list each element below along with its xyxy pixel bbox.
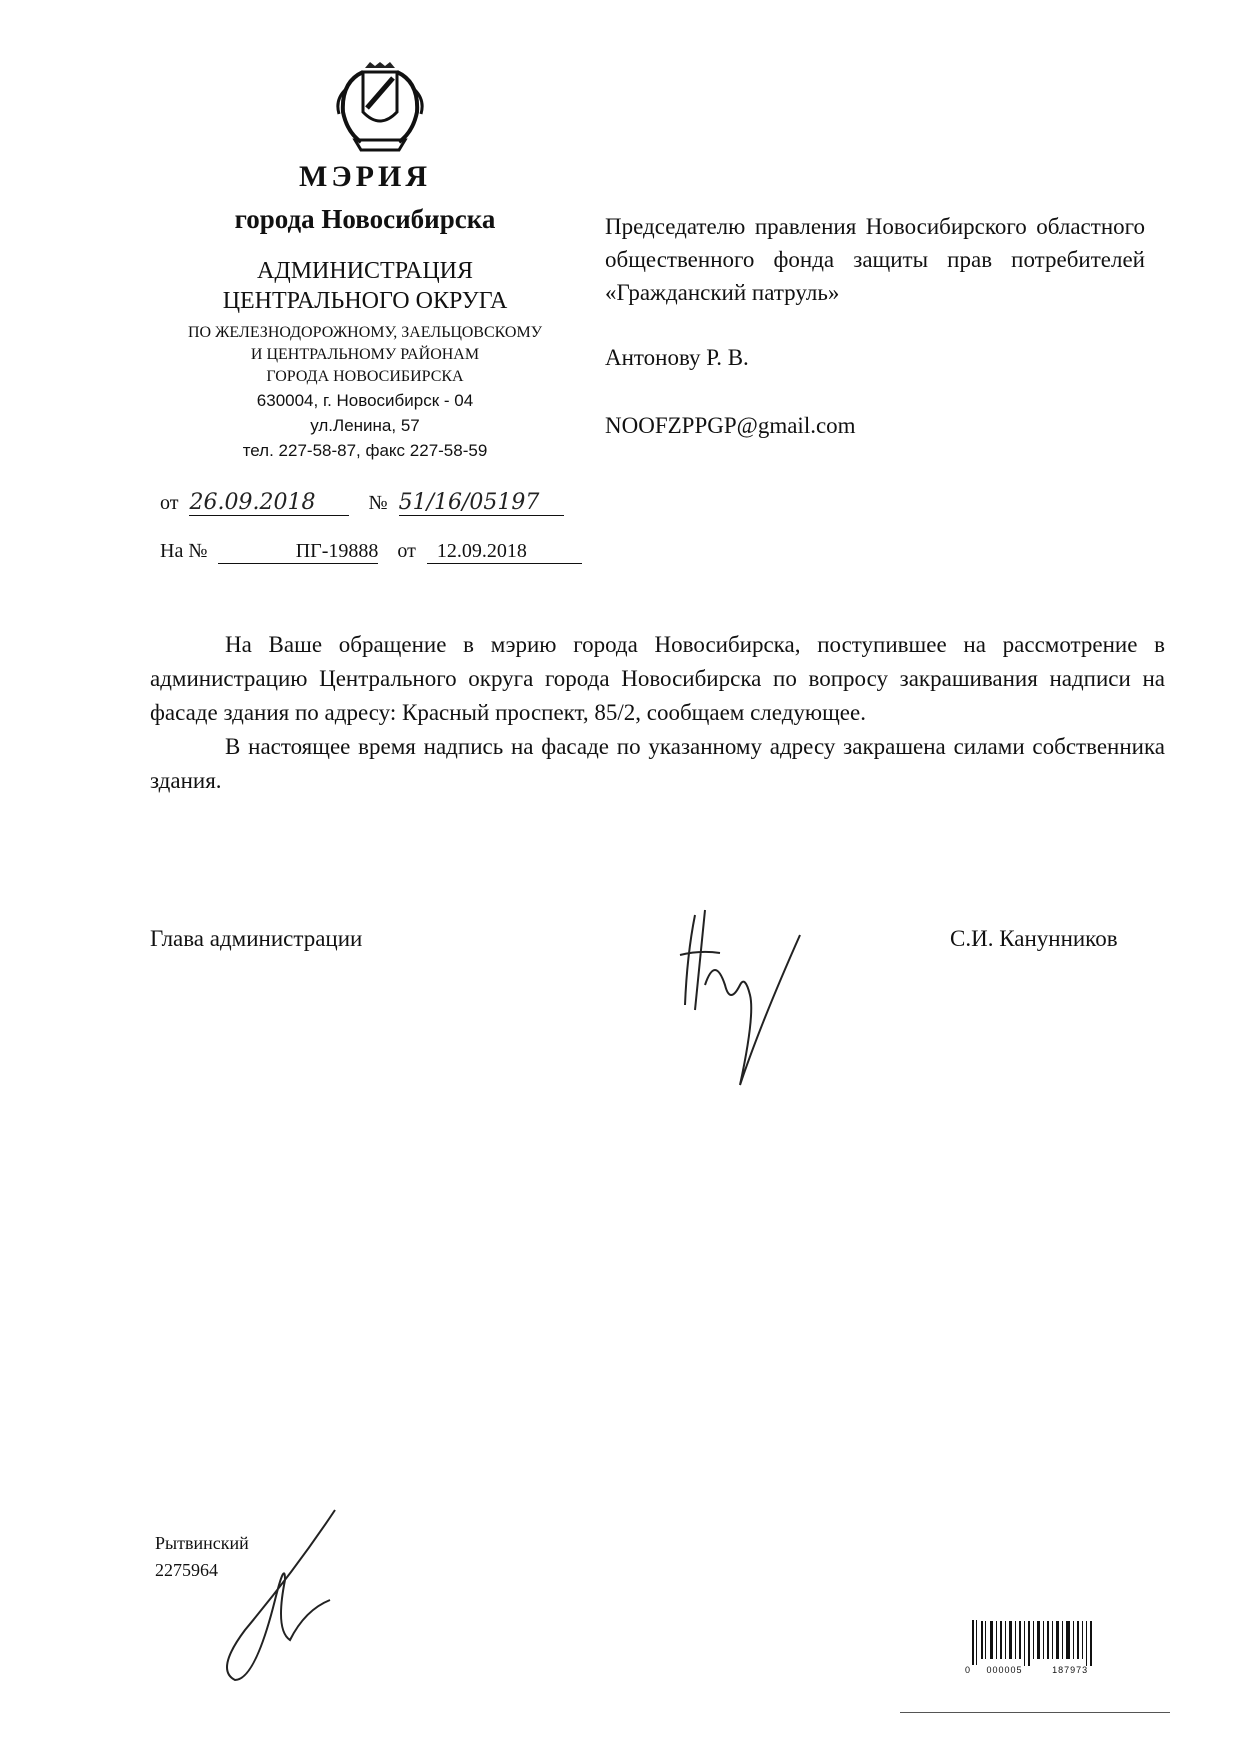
body-paragraph: В настоящее время надпись на фасаде по указанному адресу закрашена силами собственника здания. xyxy=(150,734,1165,793)
ref-number-label: На № xyxy=(160,540,208,562)
mayor-office-title: МЭРИЯ xyxy=(299,160,431,193)
number-label: № xyxy=(368,492,388,514)
address-line2: ул.Ленина, 57 xyxy=(310,416,420,435)
signatory-title: Глава администрации xyxy=(150,926,363,951)
districts-line3: ГОРОДА НОВОСИБИРСКА xyxy=(266,368,464,385)
barcode-number xyxy=(965,1665,1088,1675)
ref-number: ПГ-19888 xyxy=(218,540,378,564)
barcode-digits-right: 187973 xyxy=(1052,1665,1089,1675)
districts-line2: И ЦЕНТРАЛЬНОМУ РАЙОНАМ xyxy=(250,346,480,363)
incoming-reference xyxy=(160,540,582,564)
signatory-name: С.И. Канунников xyxy=(950,926,1118,951)
executor-phone: 2275964 xyxy=(155,1560,218,1580)
admin-title-line2: ЦЕНТРАЛЬНОГО ОКРУГА xyxy=(222,288,508,314)
divider xyxy=(900,1712,1170,1713)
admin-title-line1: АДМИНИСТРАЦИЯ xyxy=(257,258,473,284)
outgoing-date: 26.09.2018 xyxy=(189,490,349,516)
outgoing-reference xyxy=(160,490,564,516)
recipient-title: Председателю правления Новосибирского областного общественного фонда защиты прав потребителей «Гражданский патруль» xyxy=(605,214,1145,305)
date-label: от xyxy=(160,492,179,514)
outgoing-number: 51/16/05197 xyxy=(399,490,564,516)
recipient-name: Антонову Р. В. xyxy=(605,345,749,370)
address-line1: 630004, г. Новосибирск - 04 xyxy=(256,391,474,410)
ref-date: 12.09.2018 xyxy=(427,540,582,564)
recipient-email: NOOFZPPGP@gmail.com xyxy=(605,413,856,438)
city-title: города Новосибирска xyxy=(234,204,496,234)
body-paragraph: На Ваше обращение в мэрию города Новосибирска, поступившее на рассмотрение в администрацию Центрального округа города Новосибирска по вопросу закрашивания надписи на фасаде здания по адресу: Красный проспект, 85/2, сообщаем следующее. xyxy=(150,632,1165,725)
phone-fax: тел. 227-58-87, факс 227-58-59 xyxy=(242,441,488,460)
districts-line1: ПО ЖЕЛЕЗНОДОРОЖНОМУ, ЗАЕЛЬЦОВСКОМУ xyxy=(187,324,543,341)
executor-signature xyxy=(205,1505,355,1685)
executor-name: Рытвинский xyxy=(155,1533,249,1553)
letter-body xyxy=(150,628,1165,798)
ref-date-label: от xyxy=(397,540,416,562)
barcode-digits-mid: 000005 xyxy=(986,1665,1023,1675)
barcode-digit-left: 0 xyxy=(965,1665,972,1675)
coat-of-arms-icon xyxy=(325,60,435,160)
handwritten-signature xyxy=(660,905,810,1095)
